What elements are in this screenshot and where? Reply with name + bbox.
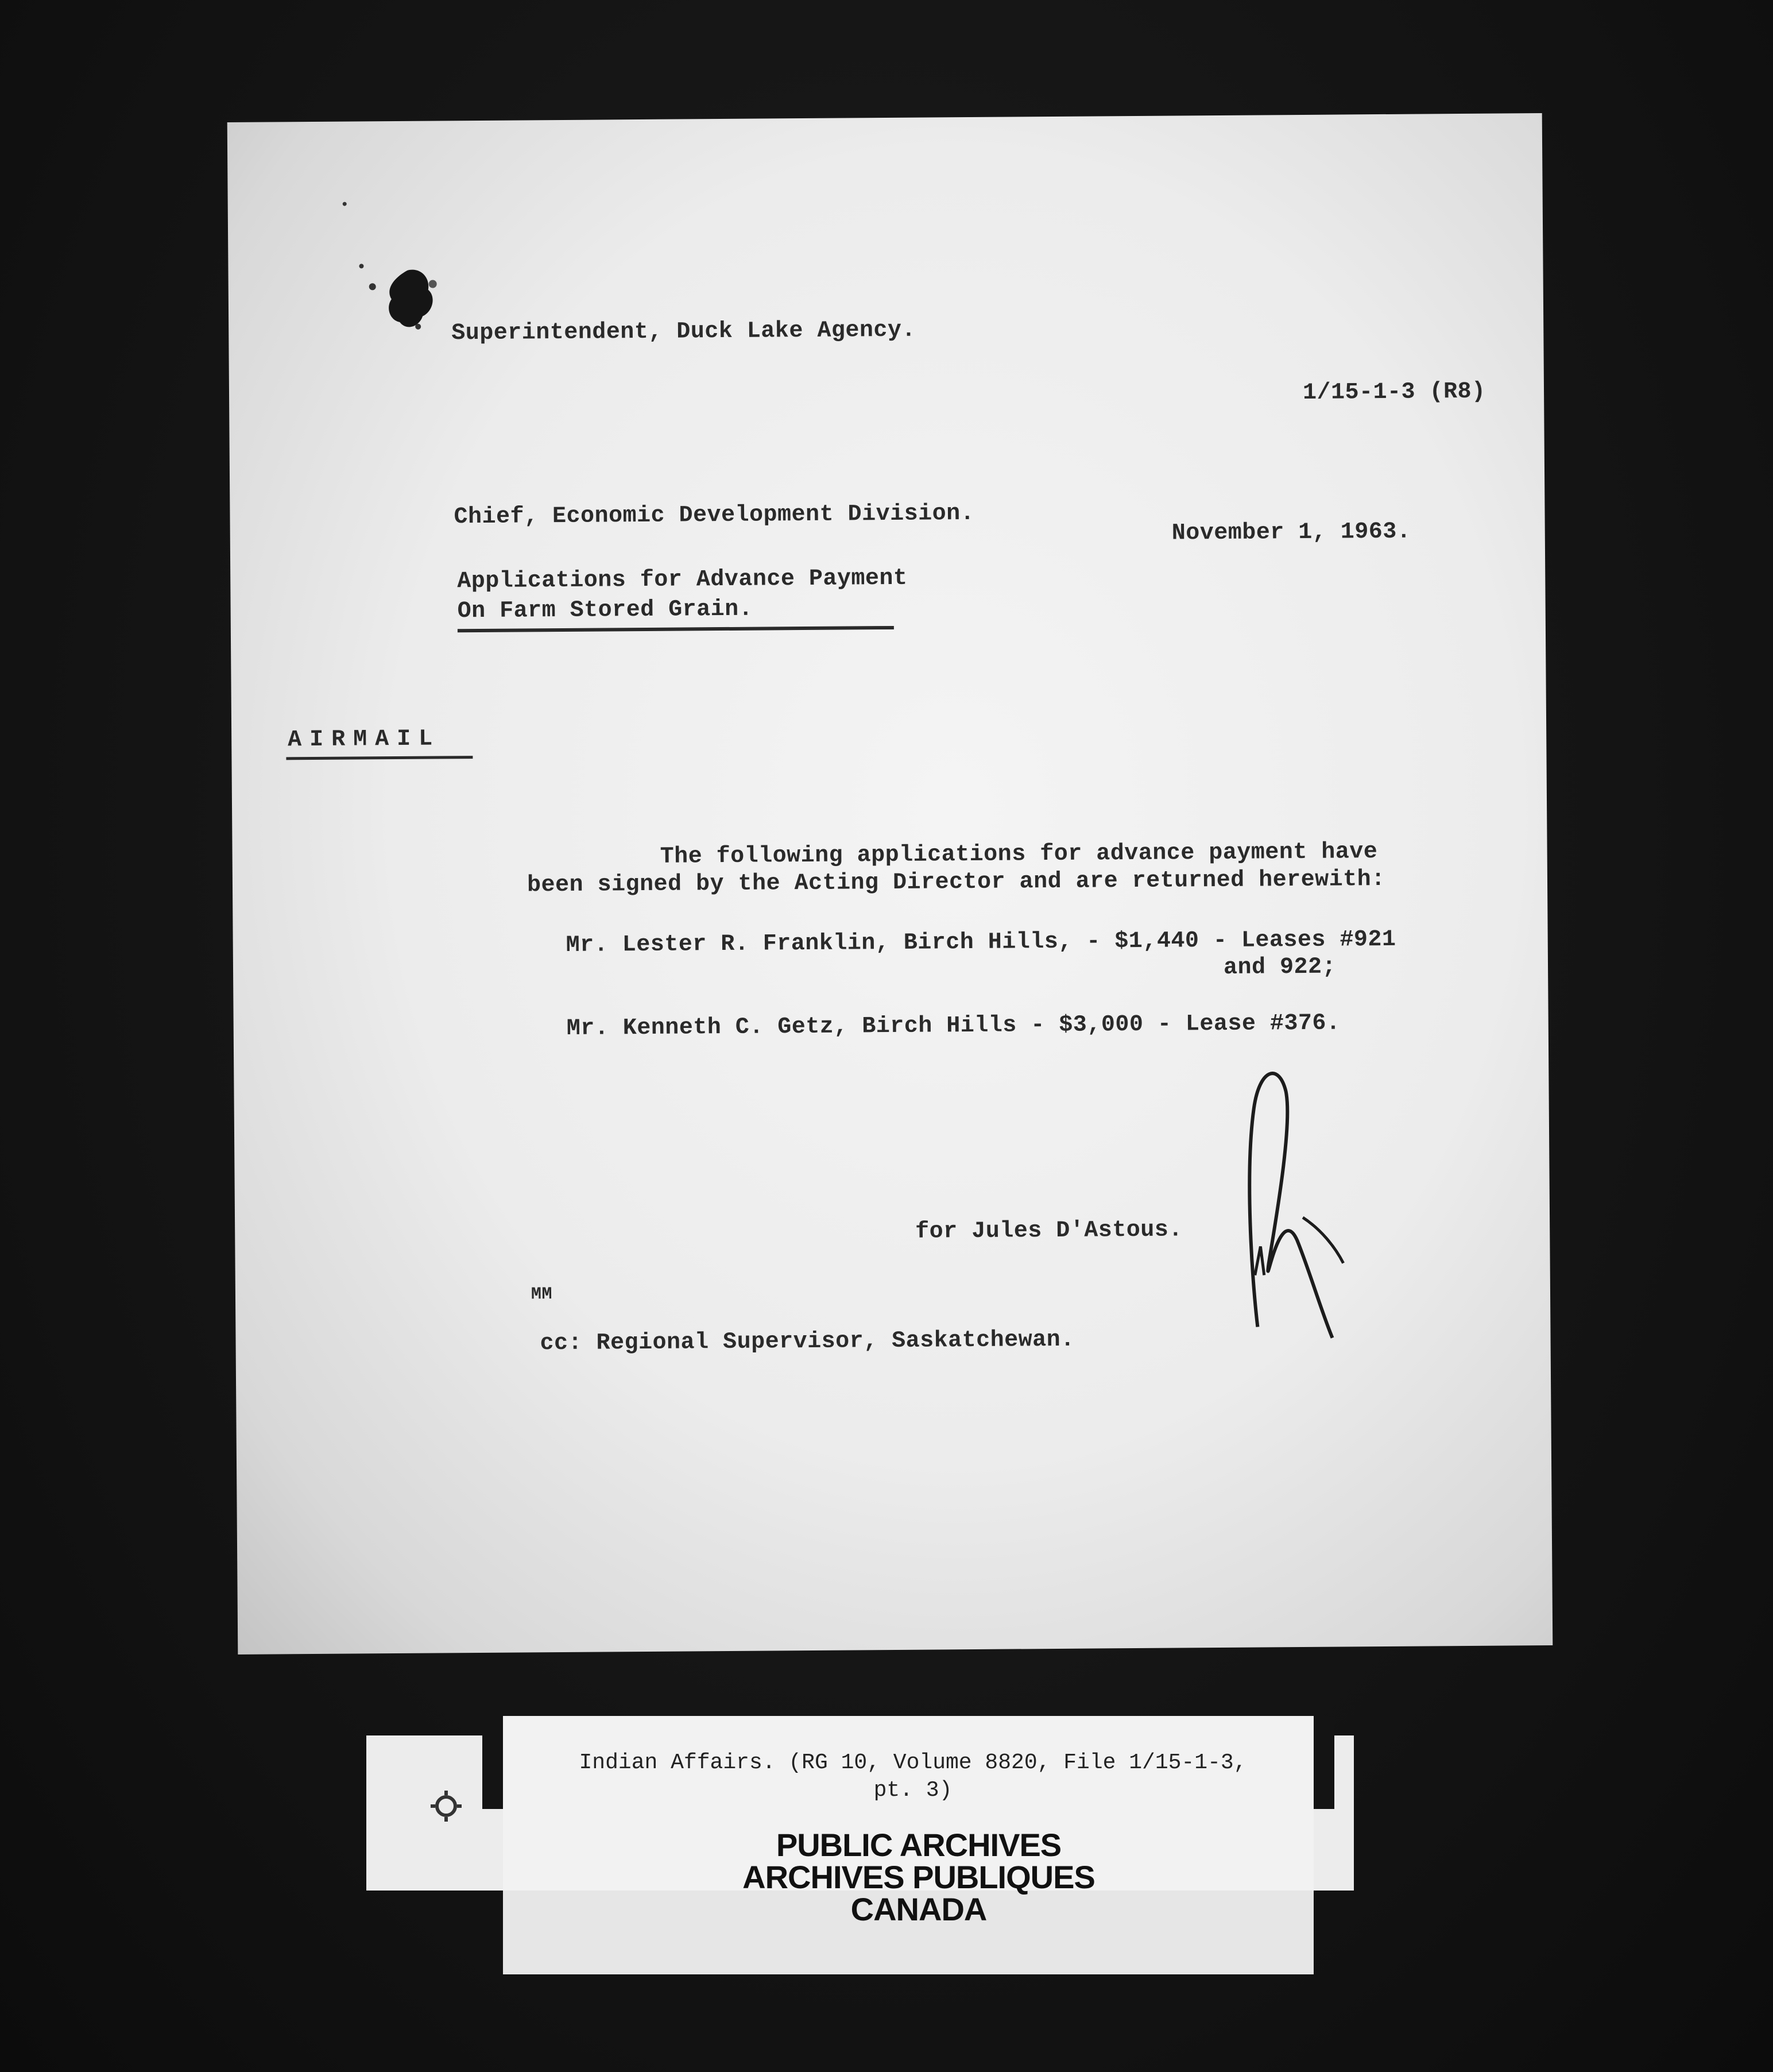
- ink-speck: [359, 264, 363, 268]
- ink-speck: [343, 202, 347, 206]
- ink-blot-icon: [384, 266, 440, 335]
- citation-line-1: Indian Affairs. (RG 10, Volume 8820, File 1/15-1-3,: [579, 1750, 1247, 1775]
- subject-line-2: On Farm Stored Grain.: [457, 596, 753, 625]
- archive-country: CANADA: [850, 1891, 987, 1927]
- application-entry-1-continued: and 922;: [1223, 954, 1337, 981]
- sender-line: Chief, Economic Development Division.: [454, 500, 975, 531]
- body-line-2: been signed by the Acting Director and are returned herewith:: [527, 866, 1385, 899]
- body-line-1: The following applications for advance payment have: [660, 839, 1378, 870]
- cc-line: cc: Regional Supervisor, Saskatchewan.: [540, 1327, 1075, 1357]
- ink-speck: [369, 283, 376, 290]
- archive-name-french: ARCHIVES PUBLIQUES: [742, 1859, 1095, 1895]
- typist-initials: MM: [531, 1285, 553, 1305]
- letter-page: [227, 113, 1553, 1654]
- signoff-line: for Jules D'Astous.: [915, 1217, 1183, 1245]
- application-entry-1: Mr. Lester R. Franklin, Birch Hills, - $1,440 - Leases #921: [566, 926, 1396, 958]
- citation-line-2: pt. 3): [873, 1778, 953, 1803]
- letter-date: November 1, 1963.: [1171, 519, 1411, 547]
- archive-name-english: PUBLIC ARCHIVES: [776, 1827, 1062, 1863]
- handwritten-signature: [1233, 1056, 1350, 1355]
- label-notch: [482, 1717, 503, 1809]
- file-reference: 1/15-1-3 (R8): [1302, 378, 1486, 406]
- label-notch: [1314, 1717, 1334, 1809]
- gear-stamp-icon: [426, 1786, 466, 1826]
- airmail-notice: AIRMAIL: [288, 726, 441, 753]
- archive-citation: [540, 1749, 1286, 1804]
- subject-underline: [458, 626, 894, 632]
- airmail-underline: [286, 756, 473, 760]
- recipient-line: Superintendent, Duck Lake Agency.: [451, 317, 916, 347]
- application-entry-2: Mr. Kenneth C. Getz, Birch Hills - $3,000 - Lease #376.: [566, 1010, 1341, 1042]
- subject-line-1: Applications for Advance Payment: [457, 565, 908, 595]
